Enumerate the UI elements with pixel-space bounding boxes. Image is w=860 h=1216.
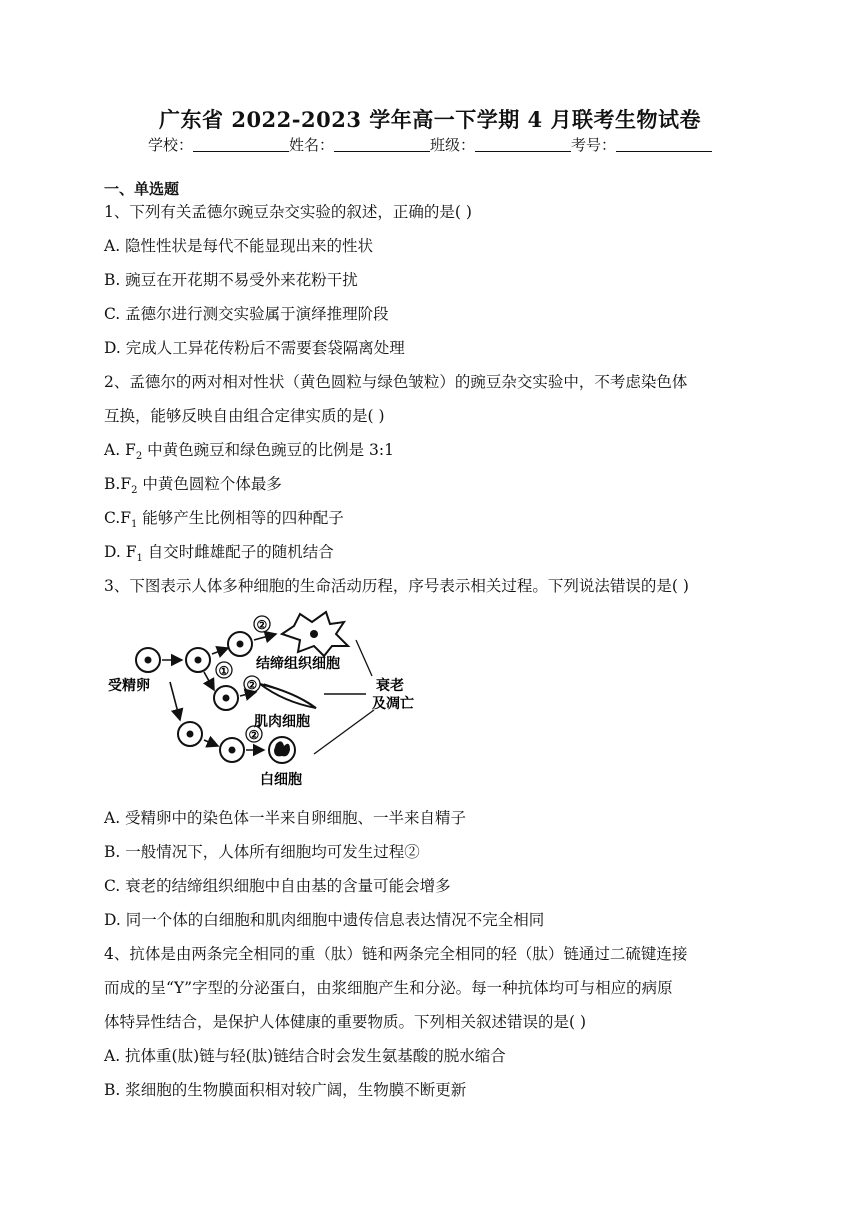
q1-option-a: A. 隐性性状是每代不能显现出来的性状 bbox=[104, 237, 374, 255]
connective-tissue-cell bbox=[282, 612, 348, 656]
q1-option-c: C. 孟德尔进行测交实验属于演绎推理阶段 bbox=[104, 305, 389, 323]
q4-option-a: A. 抗体重(肽)链与轻(肽)链结合时会发生氨基酸的脱水缩合 bbox=[104, 1047, 506, 1065]
label-mark2-top: ② bbox=[256, 618, 268, 632]
label-connective: 结缔组织细胞 bbox=[256, 655, 340, 671]
class-blank[interactable] bbox=[475, 137, 571, 152]
label-mark1: ① bbox=[218, 664, 230, 678]
muscle-cell bbox=[260, 684, 316, 708]
q2-stem-line2: 互换，能够反映自由组合定律实质的是( ) bbox=[104, 407, 385, 425]
label-mark2-middle: ② bbox=[246, 678, 258, 692]
label-aging1: 衰老 bbox=[376, 677, 404, 693]
q2-stem-line1: 2、孟德尔的两对相对性状（黄色圆粒与绿色皱粒）的豌豆杂交实验中，不考虑染色体 bbox=[104, 373, 688, 391]
q3-option-c: C. 衰老的结缔组织细胞中自由基的含量可能会增多 bbox=[104, 877, 451, 895]
name-blank[interactable] bbox=[334, 137, 430, 152]
q2-option-a: A. $F_2$ 中黄色豌豆和绿色豌豆的比例是 3:1 bbox=[104, 441, 394, 463]
q3-option-d: D. 同一个体的白细胞和肌肉细胞中遗传信息表达情况不完全相同 bbox=[104, 911, 545, 929]
exam-no-blank[interactable] bbox=[616, 137, 712, 152]
school-label: 学校： bbox=[147, 136, 193, 154]
q3-option-a: A. 受精卵中的染色体一半来自卵细胞、一半来自精子 bbox=[104, 809, 467, 827]
q2-option-b: $B.F_2$ 中黄色圆粒个体最多 bbox=[104, 475, 282, 497]
q2-option-c: $C.F_1$ 能够产生比例相等的四种配子 bbox=[104, 509, 344, 531]
class-label: 班级： bbox=[430, 136, 476, 154]
exam-no-label: 考号： bbox=[571, 136, 617, 154]
label-fertilized-egg: 受精卵 bbox=[108, 677, 150, 693]
q4-option-b: B. 浆细胞的生物膜面积相对较广阔，生物膜不断更新 bbox=[104, 1081, 467, 1099]
school-blank[interactable] bbox=[193, 137, 289, 152]
q1-option-d: D. 完成人工异花传粉后不需要套袋隔离处理 bbox=[104, 339, 405, 357]
q4-stem-line1: 4、抗体是由两条完全相同的重（肽）链和两条完全相同的轻（肽）链通过二硫键连接 bbox=[104, 945, 688, 963]
cell-lifecycle-diagram bbox=[104, 604, 424, 794]
label-white-cell: 白细胞 bbox=[260, 771, 302, 787]
q2-option-d: D. $F_1$ 自交时雌雄配子的随机结合 bbox=[104, 543, 334, 565]
q3-option-b: B. 一般情况下，人体所有细胞均可发生过程② bbox=[104, 843, 420, 861]
q1-option-b: B. 豌豆在开花期不易受外来花粉干扰 bbox=[104, 271, 358, 289]
q4-stem-line2: 而成的呈“Y”字型的分泌蛋白，由浆细胞产生和分泌。每一种抗体均可与相应的病原 bbox=[104, 979, 673, 997]
page-title: 广东省 2022-2023 学年高一下学期 4 月联考生物试卷 bbox=[159, 107, 701, 132]
name-label: 姓名： bbox=[288, 136, 334, 154]
q4-stem-line3: 体特异性结合，是保护人体健康的重要物质。下列相关叙述错误的是( ) bbox=[104, 1013, 587, 1031]
section-heading: 一、单选题 bbox=[104, 180, 180, 198]
label-muscle: 肌肉细胞 bbox=[254, 713, 310, 729]
label-mark2-bottom: ② bbox=[248, 728, 260, 742]
student-info-line bbox=[0, 134, 860, 155]
fertilized-egg-cell bbox=[136, 648, 160, 672]
label-aging2: 及凋亡 bbox=[372, 695, 414, 711]
q3-stem: 3、下图表示人体多种细胞的生命活动历程，序号表示相关过程。下列说法错误的是( ) bbox=[104, 577, 689, 595]
white-blood-cell bbox=[269, 737, 295, 763]
q1-stem: 1、下列有关孟德尔豌豆杂交实验的叙述，正确的是( ) bbox=[104, 203, 472, 221]
